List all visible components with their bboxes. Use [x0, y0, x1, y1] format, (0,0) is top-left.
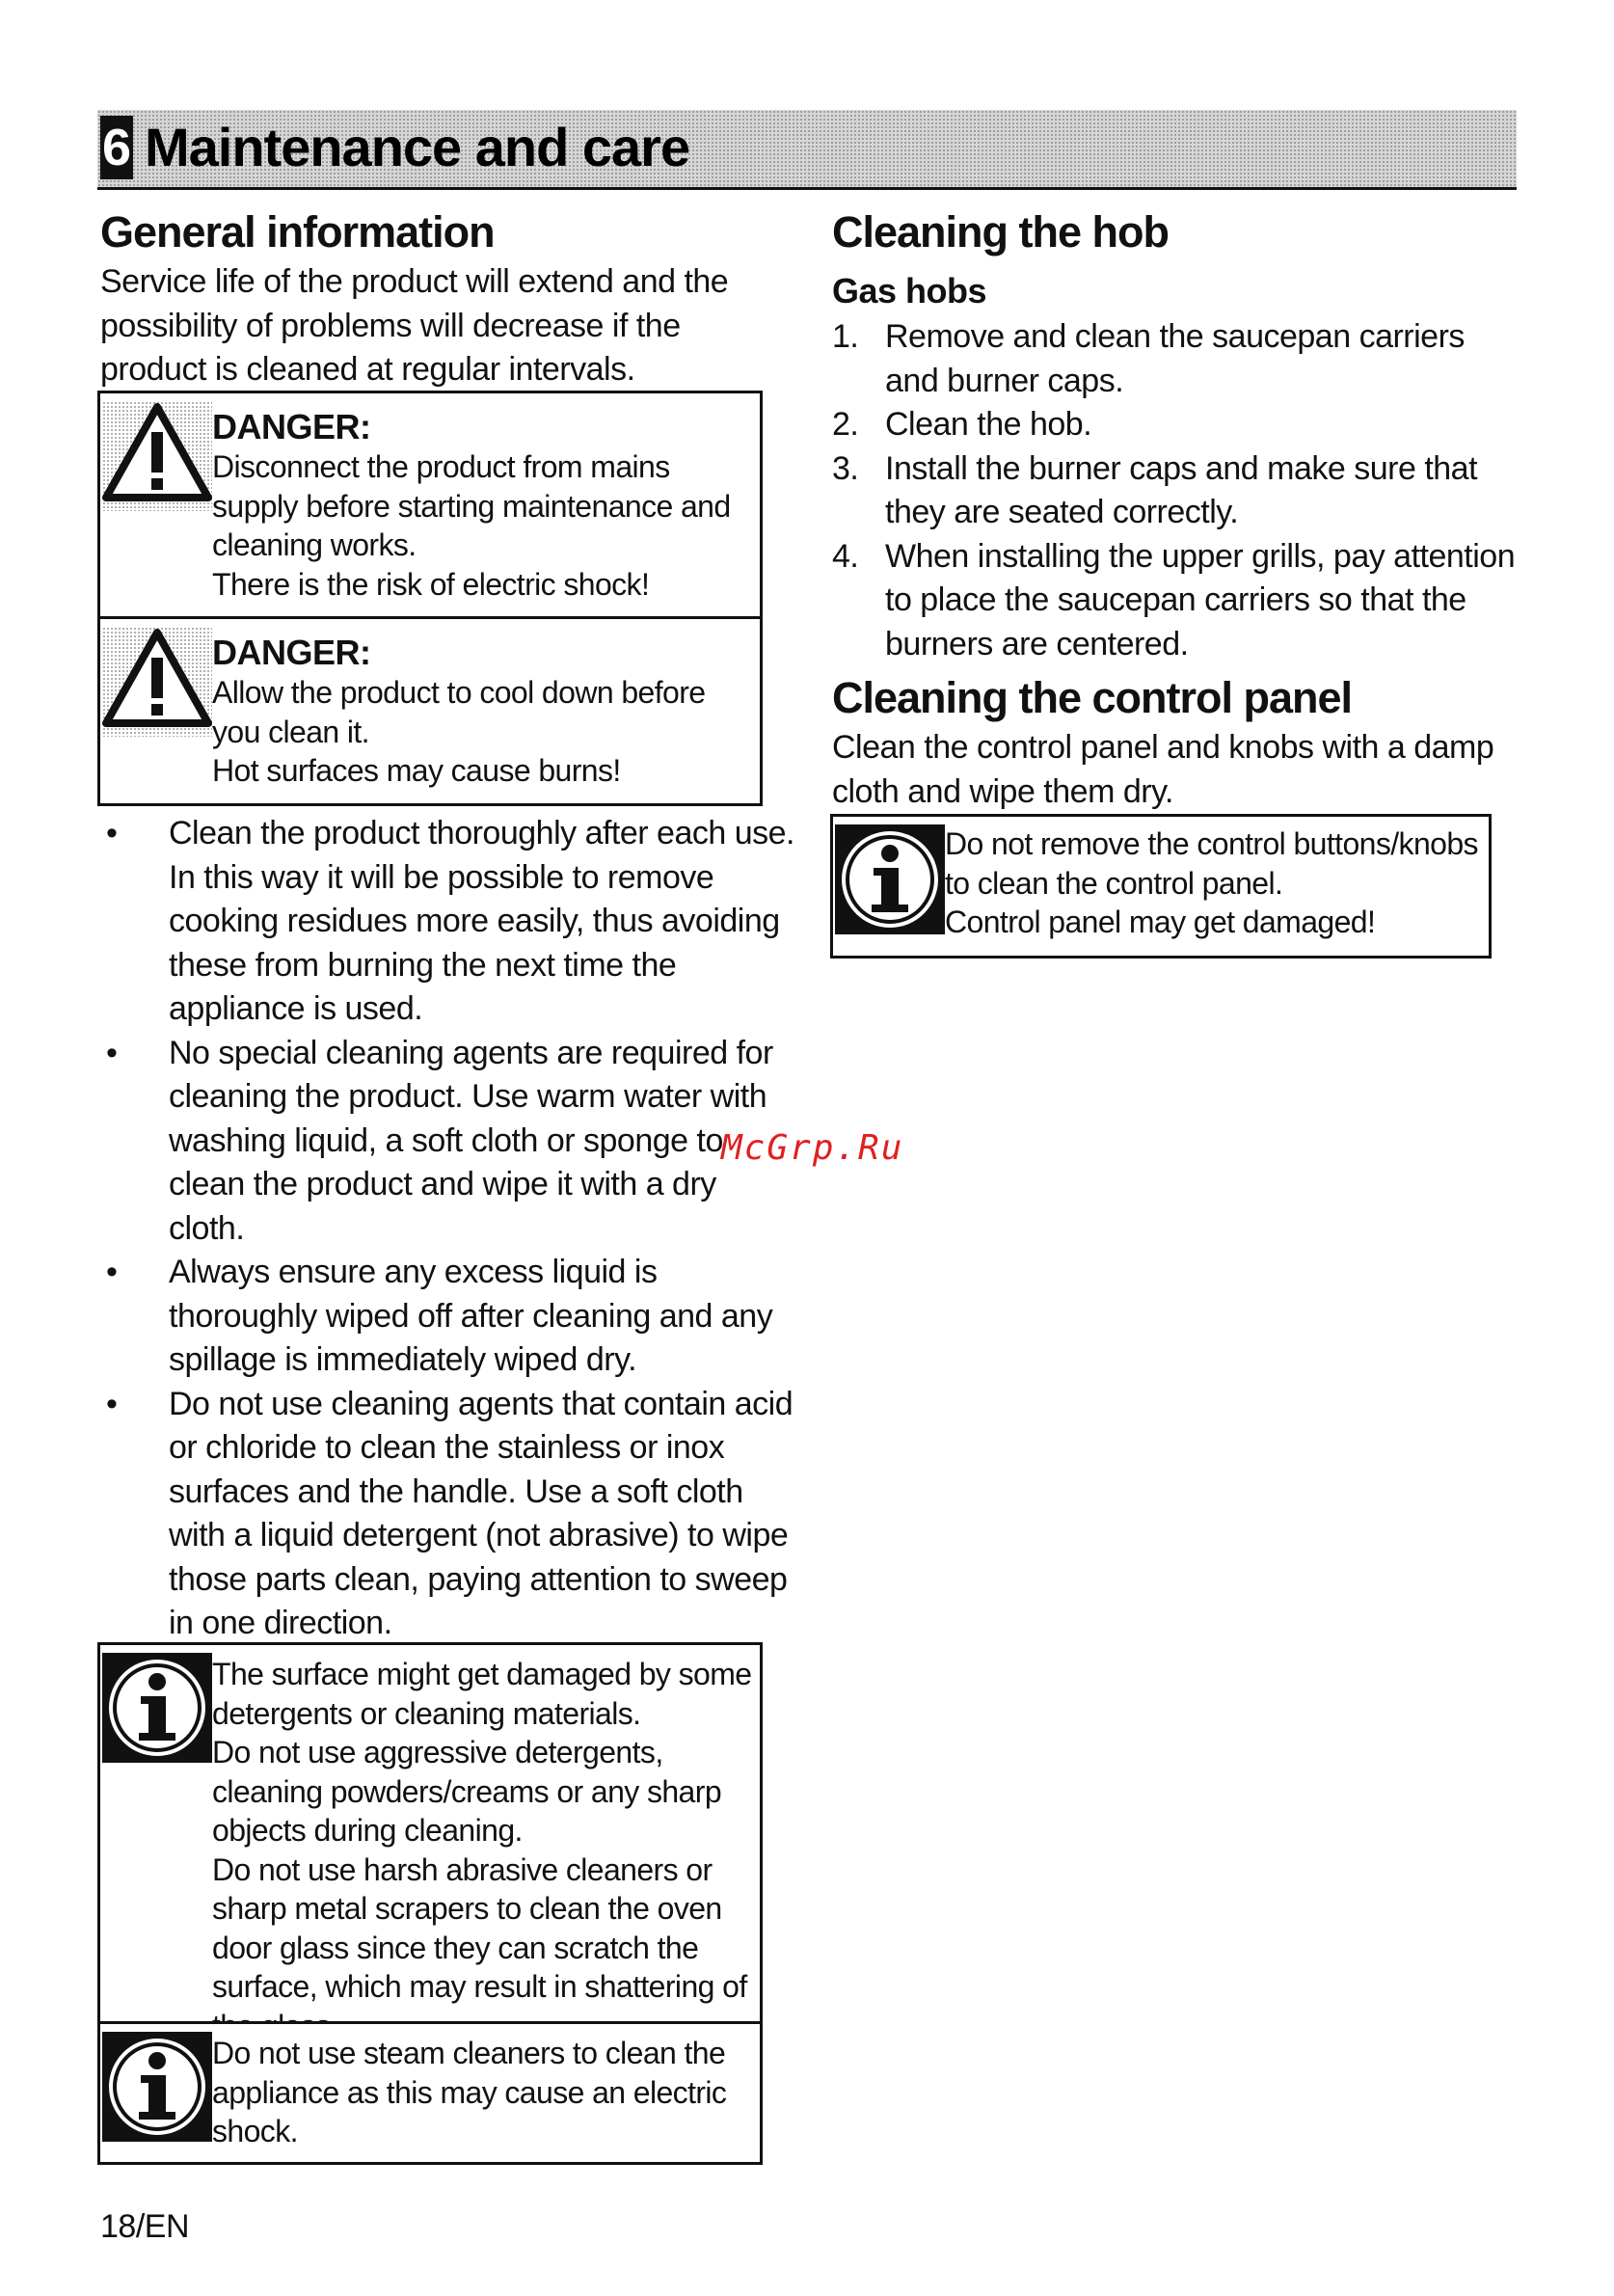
- info-icon: [835, 824, 945, 934]
- list-item: 4. When installing the upper grills, pay attention to place the saucepan carriers so that the burners are centered.: [832, 537, 1516, 662]
- bullet-icon: •: [106, 1254, 118, 1290]
- danger-line: Disconnect the product from mains supply before starting maintenance and cleaning works.: [212, 449, 731, 562]
- info-line: Do not use steam cleaners to clean the appliance as this may cause an electric shock.: [212, 2036, 727, 2148]
- danger-line: Hot surfaces may cause burns!: [212, 753, 621, 788]
- bullet-icon: •: [106, 815, 118, 851]
- info-line: Do not remove the control buttons/knobs to clean the control panel.: [945, 826, 1478, 901]
- gas-hobs-subheading: Gas hobs: [832, 271, 987, 311]
- list-item: • No special cleaning agents are required for cleaning the product. Use warm water with washing liquid, a soft cloth or sponge to clean the product and wipe it with a dry cloth.: [100, 1032, 794, 1252]
- danger-line: Allow the product to cool down before you clean it.: [212, 675, 706, 749]
- general-information-heading: General information: [100, 207, 495, 257]
- info-notice-box: [830, 814, 1492, 959]
- danger-title: DANGER:: [212, 633, 371, 672]
- cleaning-bullet-list: [100, 812, 794, 1646]
- cleaning-hob-heading: Cleaning the hob: [832, 207, 1169, 257]
- list-item: • Clean the product thoroughly after each use. In this way it will be possible to remove cooking residues more easily, thus avoiding these from burning the next time the appliance is used.: [100, 812, 794, 1032]
- list-item: • Always ensure any excess liquid is thoroughly wiped off after cleaning and any spillage is immediately wiped dry.: [100, 1251, 794, 1383]
- chapter-title: Maintenance and care: [145, 117, 690, 177]
- list-item: 2. Clean the hob.: [832, 406, 1092, 443]
- info-line: The surface might get damaged by some detergents or cleaning materials.: [212, 1657, 752, 1731]
- list-item: 3. Install the burner caps and make sure that they are seated correctly.: [832, 449, 1478, 530]
- danger-line: There is the risk of electric shock!: [212, 566, 650, 602]
- info-line: Control panel may get damaged!: [945, 905, 1376, 939]
- cleaning-control-panel-heading: Cleaning the control panel: [832, 673, 1353, 722]
- intro-text: Service life of the product will extend and the possibility of problems will decrease if the product is cleaned at regular intervals.: [100, 263, 729, 388]
- chapter-number: 6: [100, 116, 133, 179]
- page-number: 18/EN: [100, 2208, 189, 2245]
- danger-notice-box: [97, 616, 763, 806]
- info-icon: [102, 2032, 212, 2142]
- danger-title: DANGER:: [212, 407, 371, 446]
- warning-triangle-icon: [102, 401, 212, 511]
- watermark: McGrp.Ru: [721, 1128, 904, 1168]
- hob-steps-list: [832, 315, 1526, 666]
- danger-notice-box: [97, 391, 763, 619]
- info-icon: [102, 1653, 212, 1763]
- list-item: 1. Remove and clean the saucepan carriers and burner caps.: [832, 318, 1465, 399]
- warning-triangle-icon: [102, 627, 212, 737]
- list-item: • Do not use cleaning agents that contain acid or chloride to clean the stainless or inox surfaces and the handle. Use a soft cloth with a liquid detergent (not abrasive) to wipe those parts clean, paying attention to sweep in one direction.: [100, 1383, 794, 1646]
- control-panel-text: Clean the control panel and knobs with a damp cloth and wipe them dry.: [832, 729, 1494, 810]
- bullet-icon: •: [106, 1385, 118, 1422]
- info-notice-box: [97, 1642, 763, 2024]
- bullet-icon: •: [106, 1034, 118, 1071]
- info-line: Do not use harsh abrasive cleaners or sharp metal scrapers to clean the oven door glass since they can scratch the surface, which may result in shattering of: [212, 1851, 747, 2004]
- info-notice-box: [97, 2021, 763, 2165]
- info-line: Do not use aggressive detergents, cleaning powders/creams or any sharp objects during cleaning.: [212, 1735, 722, 1848]
